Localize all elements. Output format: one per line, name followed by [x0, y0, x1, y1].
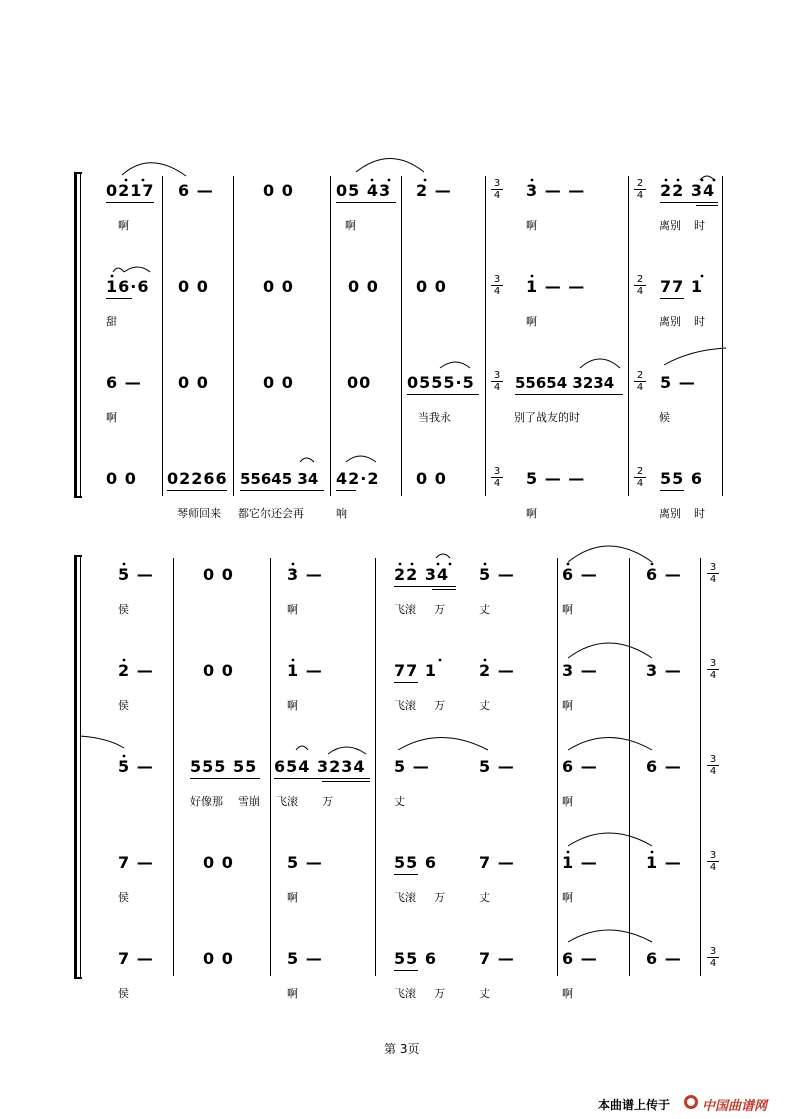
note-group: 5 — — [394, 757, 430, 776]
note-group: 0 0 — [203, 661, 234, 680]
note-group: 02266 — [167, 469, 228, 488]
note-group: 0 0 — [203, 949, 234, 968]
note-group: 77 1 — [660, 277, 703, 296]
note-group: 6 — — [646, 757, 682, 776]
note-group: 0 0 — [416, 277, 447, 296]
note-group: 0555·5 — [407, 373, 475, 392]
lyric: 离别 — [659, 219, 681, 232]
note-group: 555 55 — [190, 757, 258, 776]
note-group: 7 — — [118, 949, 154, 968]
note-group: 2 — — [118, 661, 154, 680]
page-number: 第 3页 — [384, 1042, 420, 1056]
note-group: 5 — — [118, 565, 154, 584]
time-signature: 3 4 — [491, 370, 503, 393]
lyric: 万 — [434, 699, 445, 712]
note-group: 00 — [347, 373, 372, 392]
note-group: 6 — — [178, 181, 214, 200]
time-signature: 2 4 — [634, 178, 646, 201]
note-group: 6 — — [106, 373, 142, 392]
lyric: 啊 — [287, 987, 298, 1000]
note-group: 5 — — [660, 373, 696, 392]
lyric: 时 — [694, 219, 705, 232]
lyric: 好像那 — [190, 795, 223, 808]
note-group: 55 6 — [394, 853, 437, 872]
lyric: 啊 — [287, 603, 298, 616]
note-group: 0 0 — [263, 181, 294, 200]
lyric: 万 — [434, 891, 445, 904]
note-group: 1 — — [287, 661, 323, 680]
lyric: 侯 — [118, 987, 129, 1000]
lyric: 丈 — [479, 603, 490, 616]
time-signature: 3 4 — [707, 658, 719, 681]
note-group: 0 0 — [416, 469, 447, 488]
note-group: 22 34 — [660, 181, 716, 200]
note-group: 654 3234 — [274, 757, 366, 776]
note-group: 2 — — [416, 181, 452, 200]
lyric: 丈 — [479, 891, 490, 904]
note-group: 3 — — [562, 661, 598, 680]
lyric: 啊 — [118, 219, 129, 232]
lyric: 离别 — [659, 507, 681, 520]
lyric: 琴师回来 — [177, 507, 221, 520]
lyric: 响 — [336, 507, 347, 520]
note-group: 0 0 — [178, 373, 209, 392]
note-group: 1 — — [646, 853, 682, 872]
note-group: 5 — — [118, 757, 154, 776]
lyric: 啊 — [562, 987, 573, 1000]
lyric: 万 — [434, 987, 445, 1000]
time-signature: 3 4 — [707, 850, 719, 873]
note-group: 77 1 — [394, 661, 437, 680]
lyric: 飞滚 — [276, 795, 298, 808]
note-group: 1 — — — [526, 277, 586, 296]
note-group: 16·6 — [106, 277, 150, 296]
lyric: 啊 — [526, 315, 537, 328]
lyric: 万 — [322, 795, 333, 808]
lyric: 别了战友的时 — [514, 411, 580, 424]
time-signature: 3 4 — [491, 274, 503, 297]
lyric: 啊 — [287, 891, 298, 904]
note-group: 5 — — [287, 949, 323, 968]
note-group: 6 — — [562, 949, 598, 968]
lyric: 啊 — [526, 507, 537, 520]
lyric: 离别 — [659, 315, 681, 328]
lyric: 都它尔还会再 — [238, 507, 304, 520]
note-group: 22 34 — [394, 565, 450, 584]
note-group: 7 — — [479, 853, 515, 872]
note-group: 6 — — [562, 565, 598, 584]
note-group: 0 0 — [348, 277, 379, 296]
lyric: 啊 — [562, 795, 573, 808]
note-group: 1 — — [562, 853, 598, 872]
brand-logo: 中国曲谱网 — [702, 1099, 768, 1114]
lyric: 飞滚 — [394, 891, 416, 904]
lyric: 候 — [659, 411, 670, 424]
lyric: 丈 — [394, 795, 405, 808]
note-group: 0 0 — [203, 853, 234, 872]
note-group: 5 — — [479, 565, 515, 584]
time-signature: 3 4 — [707, 946, 719, 969]
lyric: 飞滚 — [394, 603, 416, 616]
time-signature: 3 4 — [491, 466, 503, 489]
note-group: 7 — — [479, 949, 515, 968]
lyric: 时 — [694, 315, 705, 328]
time-signature: 2 4 — [634, 466, 646, 489]
lyric: 侯 — [118, 699, 129, 712]
upload-credit: 本曲谱上传于 — [598, 1098, 671, 1112]
note-group: 3 — — [287, 565, 323, 584]
lyric: 雪崩 — [238, 795, 260, 808]
note-group: 0 0 — [178, 277, 209, 296]
lyric: 丈 — [479, 987, 490, 1000]
note-group: 0217 — [106, 181, 155, 200]
note-group: 5 — — [287, 853, 323, 872]
note-group: 6 — — [562, 757, 598, 776]
note-group: 3 — — — [526, 181, 586, 200]
lyric: 飞滚 — [394, 987, 416, 1000]
lyric: 啊 — [287, 699, 298, 712]
time-signature: 3 4 — [491, 178, 503, 201]
note-group: 6 — — [646, 949, 682, 968]
note-group: 55645 34 — [240, 470, 319, 488]
note-group: 0 0 — [203, 565, 234, 584]
lyric: 万 — [434, 603, 445, 616]
time-signature: 2 4 — [634, 274, 646, 297]
lyric: 飞滚 — [394, 699, 416, 712]
lyric: 啊 — [562, 891, 573, 904]
lyric: 当我永 — [418, 411, 451, 424]
lyric: 啊 — [562, 603, 573, 616]
note-group: 05 43 — [336, 181, 392, 200]
note-group: 7 — — [118, 853, 154, 872]
lyric: 丈 — [479, 699, 490, 712]
time-signature: 3 4 — [707, 754, 719, 777]
note-group: 2 — — [479, 661, 515, 680]
lyric: 啊 — [562, 699, 573, 712]
note-group: 0 0 — [106, 469, 137, 488]
lyric: 侯 — [118, 891, 129, 904]
lyric: 侯 — [118, 603, 129, 616]
note-group: 55 6 — [394, 949, 437, 968]
note-group: 55654 3234 — [515, 374, 615, 392]
note-group: 55 6 — [660, 469, 703, 488]
note-group: 42·2 — [336, 469, 380, 488]
time-signature: 3 4 — [707, 562, 719, 585]
note-group: 0 0 — [263, 373, 294, 392]
note-group: 5 — — [479, 757, 515, 776]
note-group: 5 — — — [526, 469, 586, 488]
note-group: 0 0 — [263, 277, 294, 296]
note-group: 6 — — [646, 565, 682, 584]
time-signature: 2 4 — [634, 370, 646, 393]
lyric: 啊 — [345, 219, 356, 232]
lyric: 甜 — [106, 315, 117, 328]
lyric: 啊 — [526, 219, 537, 232]
logo-icon — [684, 1095, 698, 1109]
note-group: 3 — — [646, 661, 682, 680]
lyric: 啊 — [106, 411, 117, 424]
lyric: 时 — [694, 507, 705, 520]
